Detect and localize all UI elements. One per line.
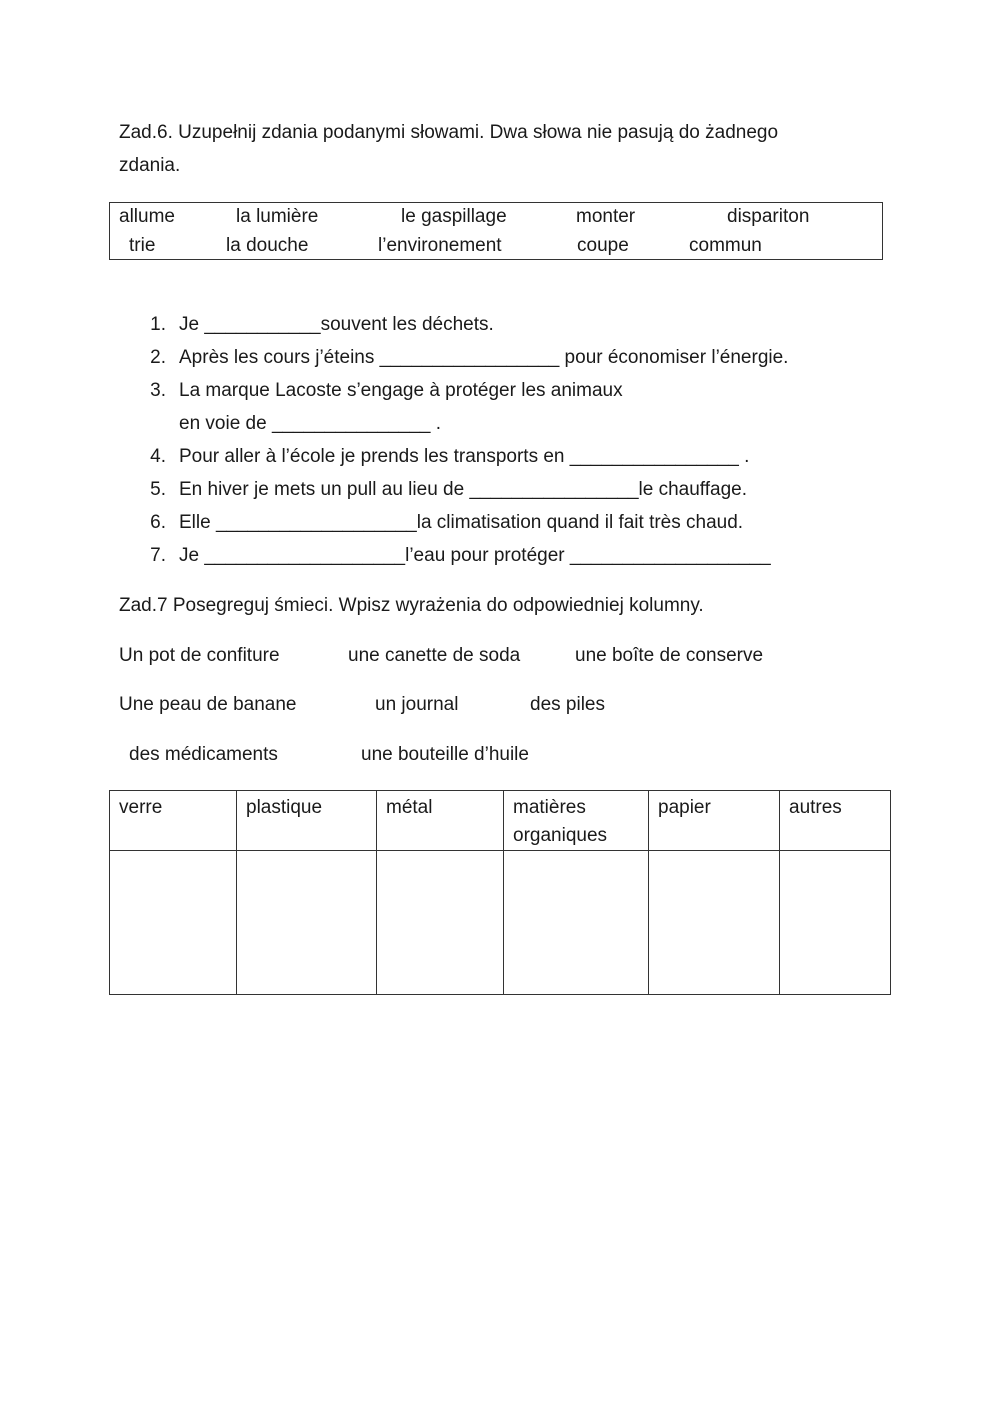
answer-cell-autres[interactable]	[780, 851, 891, 995]
sentence-text: Après les cours j’éteins _________________ pour économiser l’énergie.	[179, 347, 789, 368]
answer-cell-papier[interactable]	[649, 851, 780, 995]
sorting-table	[109, 790, 891, 995]
word-bank-word: le gaspillage	[401, 206, 507, 227]
column-header-autres: autres	[780, 791, 891, 851]
waste-item: Un pot de confiture	[119, 645, 280, 666]
sentence-text: Je ___________________l’eau pour protéger ___________________	[179, 545, 771, 566]
zad6-instruction-line1: Zad.6. Uzupełnij zdania podanymi słowami. Dwa słowa nie pasują do żadnego	[119, 122, 779, 143]
zad6-instruction-line2: zdania.	[119, 155, 181, 176]
column-header-matieres-organiques: matières organiques	[504, 791, 649, 851]
word-bank-word: commun	[689, 235, 762, 256]
sentence-text: Elle ___________________la climatisation quand il fait très chaud.	[179, 512, 744, 533]
sentence-text: En hiver je mets un pull au lieu de ________________le chauffage.	[179, 479, 747, 500]
answer-cell-metal[interactable]	[377, 851, 504, 995]
column-header-papier: papier	[649, 791, 780, 851]
word-bank-word: trie	[129, 235, 156, 256]
waste-item: Une peau de banane	[119, 694, 297, 715]
answer-cell-verre[interactable]	[110, 851, 237, 995]
table-header-row	[110, 791, 891, 851]
zad7-instruction: Zad.7 Posegreguj śmieci. Wpisz wyrażenia do odpowiedniej kolumny.	[119, 595, 704, 616]
column-header-plastique: plastique	[237, 791, 377, 851]
sentence-number: 6.	[150, 512, 166, 533]
waste-item: une canette de soda	[348, 645, 521, 666]
word-bank-word: monter	[576, 206, 636, 227]
sentence-text-continuation: en voie de _______________ .	[179, 413, 442, 434]
answer-cell-matieres-organiques[interactable]	[504, 851, 649, 995]
waste-item: des médicaments	[129, 744, 278, 765]
sentence-text: Je ___________souvent les déchets.	[179, 314, 494, 335]
sentence-number: 1.	[150, 314, 166, 335]
waste-item: une bouteille d’huile	[361, 744, 529, 765]
sentence-number: 4.	[150, 446, 166, 467]
waste-item: des piles	[530, 694, 605, 715]
word-bank-word: la douche	[226, 235, 309, 256]
sentence-number: 7.	[150, 545, 166, 566]
word-bank-word: coupe	[577, 235, 629, 256]
sentence-number: 5.	[150, 479, 166, 500]
sentence-text: La marque Lacoste s’engage à protéger les animaux	[179, 380, 623, 401]
sentence-text: Pour aller à l’école je prends les transports en ________________ .	[179, 446, 750, 467]
word-bank-word: la lumière	[236, 206, 319, 227]
waste-item: un journal	[375, 694, 459, 715]
sentence-number: 3.	[150, 380, 166, 401]
word-bank-word: dispariton	[727, 206, 810, 227]
word-bank-word: allume	[119, 206, 175, 227]
answer-cell-plastique[interactable]	[237, 851, 377, 995]
sentence-number: 2.	[150, 347, 166, 368]
word-bank-word: l’environement	[378, 235, 502, 256]
table-row	[110, 851, 891, 995]
column-header-verre: verre	[110, 791, 237, 851]
waste-item: une boîte de conserve	[575, 645, 764, 666]
column-header-metal: métal	[377, 791, 504, 851]
